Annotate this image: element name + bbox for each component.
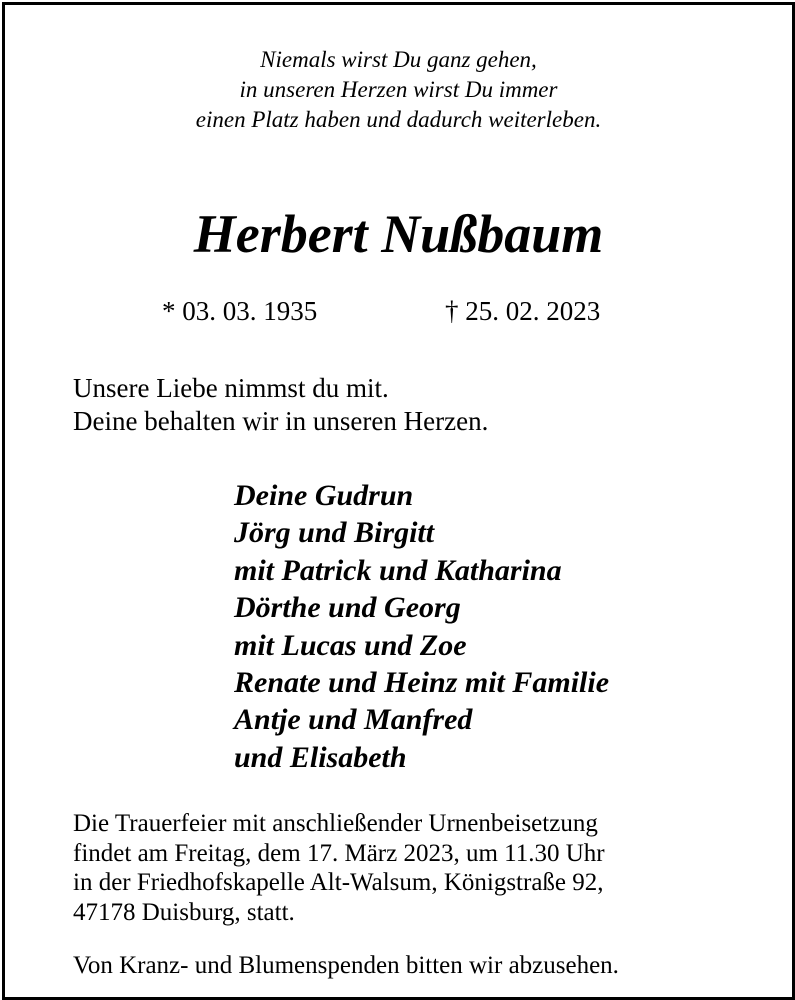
signer: Renate und Heinz mit Familie (234, 666, 610, 700)
motto-line: Niemals wirst Du ganz gehen, (260, 47, 537, 72)
signer: Antje und Manfred (234, 703, 473, 737)
birth-date: * 03. 03. 1935 (162, 296, 318, 326)
intro-text (73, 372, 488, 438)
signer: mit Lucas und Zoe (234, 628, 467, 662)
obituary-frame (2, 2, 795, 1000)
signers-list (234, 477, 609, 776)
closing-note: Von Kranz- und Blumenspenden bitten wir abzusehen. (73, 952, 619, 979)
ceremony-info (73, 809, 605, 927)
intro-line: Deine behalten wir in unseren Herzen. (73, 406, 489, 436)
ceremony-line: findet am Freitag, dem 17. März 2023, um 11.30 Uhr (73, 839, 605, 867)
signer: Dörthe und Georg (234, 591, 461, 625)
signer: mit Patrick und Katharina (234, 553, 562, 587)
signer: und Elisabeth (234, 740, 407, 774)
deceased-name: Herbert Nußbaum (193, 204, 604, 264)
ceremony-line: in der Friedhofskapelle Alt-Walsum, Königstraße 92, (73, 869, 604, 896)
motto-line: einen Platz haben und dadurch weiterleben. (195, 107, 602, 132)
signer: Jörg und Birgitt (234, 516, 435, 550)
death-date: † 25. 02. 2023 (445, 296, 601, 326)
motto-line: in unseren Herzen wirst Du immer (239, 77, 558, 102)
ceremony-line: Die Trauerfeier mit anschließender Urnenbeisetzung (73, 810, 598, 837)
signer: Deine Gudrun (234, 479, 414, 512)
intro-line: Unsere Liebe nimmst du mit. (73, 373, 389, 403)
ceremony-line: 47178 Duisburg, statt. (73, 898, 295, 926)
motto (5, 45, 792, 135)
